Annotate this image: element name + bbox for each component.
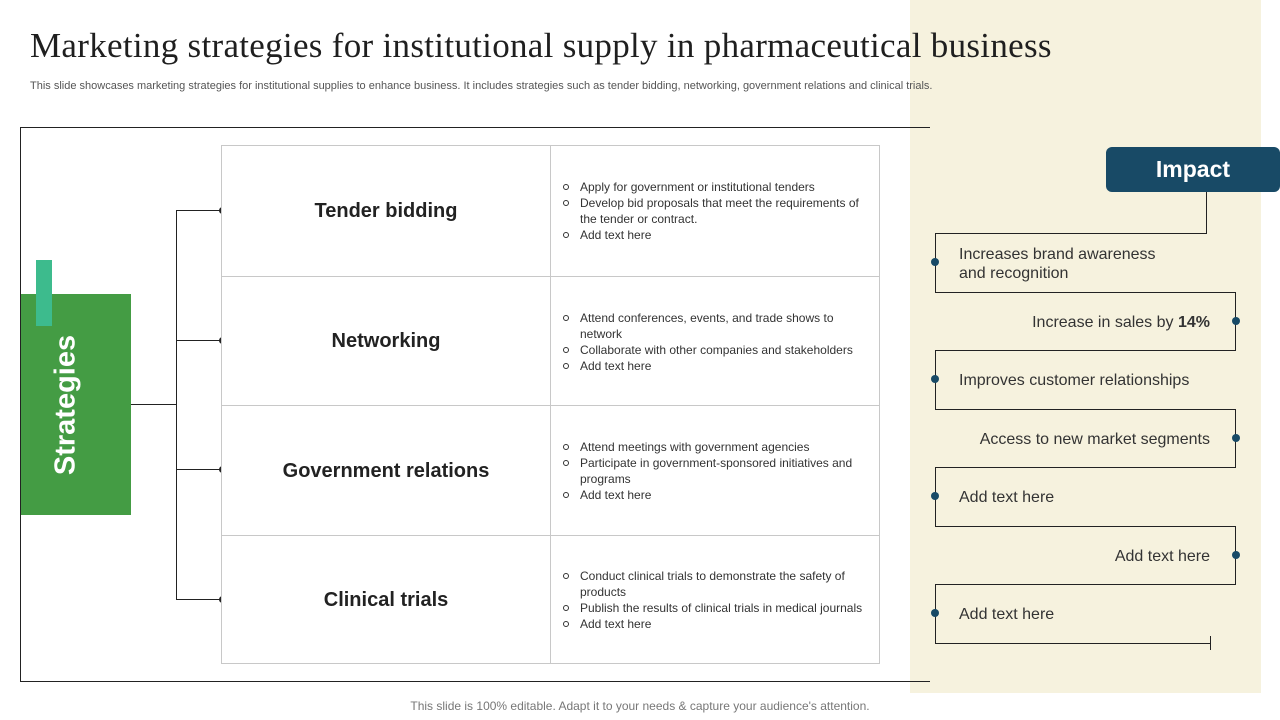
strategy-point: Attend conferences, events, and trade shows to network <box>562 310 865 342</box>
impact-item: Improves customer relationships <box>959 372 1190 389</box>
connector-branch <box>176 210 222 211</box>
strategy-point: Add text here <box>562 227 865 243</box>
strategy-row <box>222 146 879 276</box>
impact-item-highlight: 14% <box>1177 314 1210 331</box>
strategy-name: Government relations <box>222 406 551 536</box>
strategy-row <box>222 276 879 406</box>
connector-branch <box>176 340 222 341</box>
strategy-row <box>222 405 879 536</box>
impact-dot <box>931 492 939 500</box>
impact-dot <box>931 375 939 383</box>
impact-connector <box>935 643 1210 644</box>
impact-item: Add text here <box>959 489 1055 506</box>
impact-item <box>1032 313 1210 332</box>
strategy-point: Develop bid proposals that meet the requirements of the tender or contract. <box>562 195 865 227</box>
connector-trunk <box>131 404 177 405</box>
impact-dot <box>931 609 939 617</box>
connector-vertical <box>176 210 177 600</box>
connector-branch <box>176 599 222 600</box>
strategy-point: Add text here <box>562 616 865 632</box>
strategy-point: Add text here <box>562 358 865 374</box>
strategy-point: Add text here <box>562 487 865 503</box>
strategy-point: Conduct clinical trials to demonstrate the safety of products <box>562 568 865 600</box>
impact-heading: Impact <box>1106 147 1280 192</box>
impact-connector-end-tick <box>1210 636 1211 650</box>
strategy-point: Publish the results of clinical trials in medical journals <box>562 600 865 616</box>
strategy-point: Participate in government-sponsored initiatives and programs <box>562 455 865 487</box>
impact-connector <box>935 467 1236 468</box>
page-subtitle: This slide showcases marketing strategies for institutional supplies to enhance business. It includes strategies such as tender bidding, networking, government relations and clinical trials. <box>30 80 933 92</box>
strategies-accent-bar <box>36 260 52 326</box>
strategy-points <box>551 406 879 536</box>
impact-item: Add text here <box>959 606 1055 623</box>
strategy-point: Attend meetings with government agencies <box>562 439 865 455</box>
impact-item: Increases brand awareness and recognition <box>959 246 1156 282</box>
impact-item: Access to new market segments <box>979 431 1210 448</box>
impact-dot <box>1232 434 1240 442</box>
impact-item: Add text here <box>1114 548 1210 565</box>
impact-panel-background <box>910 0 1261 693</box>
connector-branch <box>176 469 222 470</box>
impact-dot <box>931 258 939 266</box>
page-title: Marketing strategies for institutional supply in pharmaceutical business <box>30 26 1052 65</box>
strategy-name: Networking <box>222 277 551 406</box>
strategy-point: Apply for government or institutional tenders <box>562 179 865 195</box>
strategy-row <box>222 535 879 664</box>
strategies-label: Strategies <box>49 334 82 476</box>
strategy-points <box>551 536 879 664</box>
impact-item-text: Increase in sales by <box>1032 314 1178 331</box>
impact-connector <box>935 292 1236 293</box>
strategy-points <box>551 146 879 276</box>
impact-connector <box>935 233 1207 234</box>
impact-connector <box>935 409 1236 410</box>
impact-dot <box>1232 551 1240 559</box>
impact-connector <box>935 526 1236 527</box>
strategies-table <box>221 145 880 664</box>
impact-connector <box>935 584 1236 585</box>
strategy-point: Collaborate with other companies and stakeholders <box>562 342 865 358</box>
strategy-name: Clinical trials <box>222 536 551 664</box>
impact-connector <box>1206 192 1207 234</box>
impact-dot <box>1232 317 1240 325</box>
footer-note: This slide is 100% editable. Adapt it to your needs & capture your audience's attention. <box>410 699 870 713</box>
strategy-points <box>551 277 879 406</box>
impact-connector <box>935 350 1236 351</box>
strategy-name: Tender bidding <box>222 146 551 276</box>
